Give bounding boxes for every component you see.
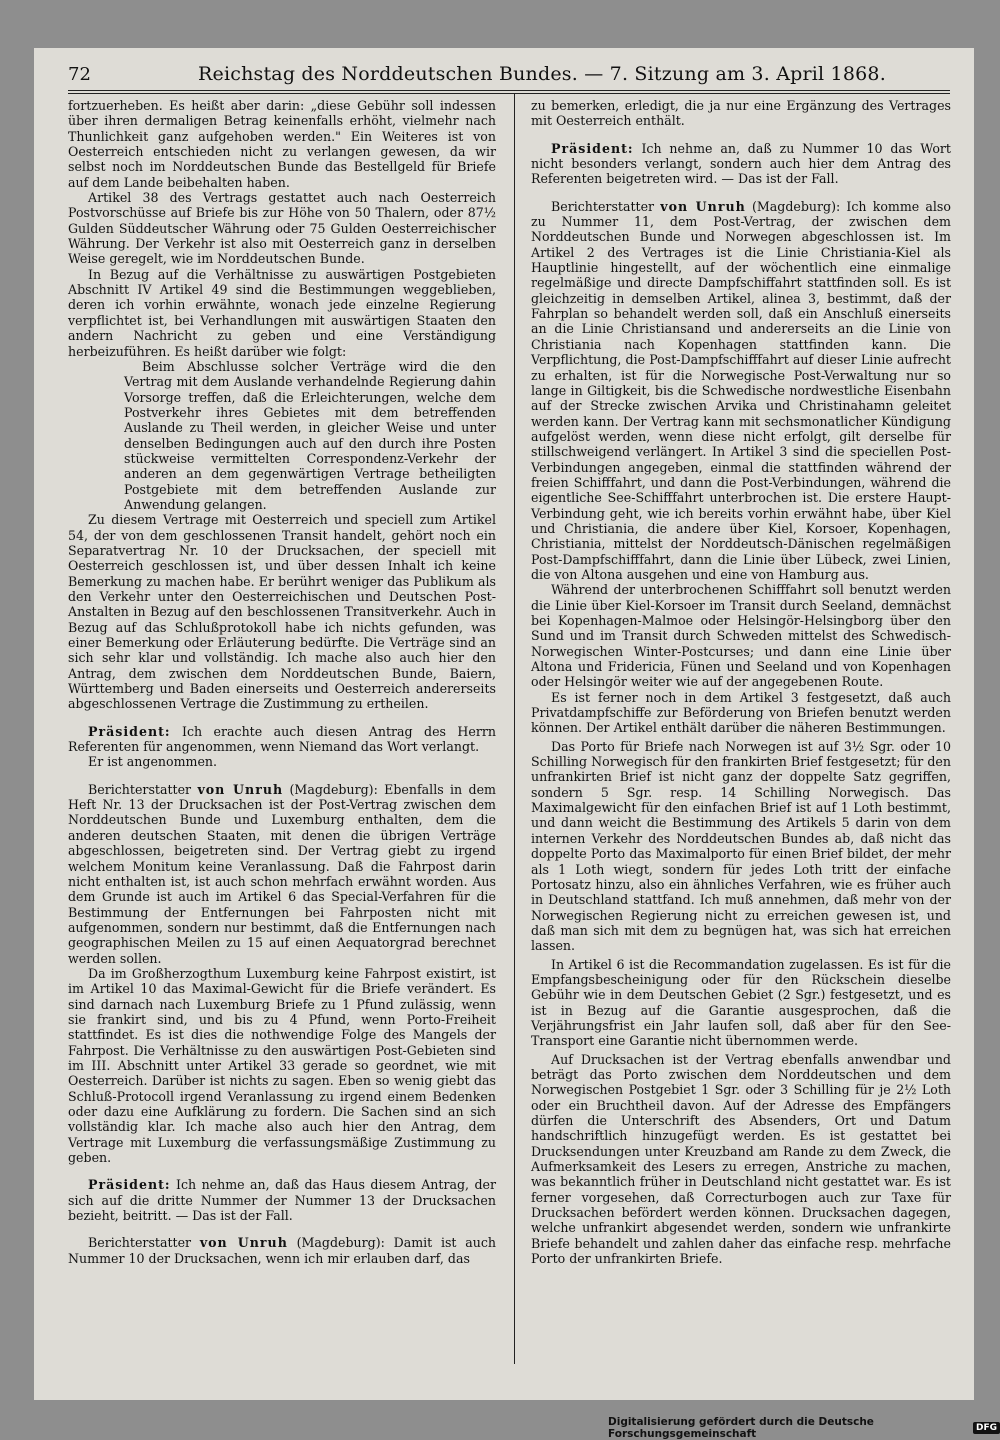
paragraph: Er ist angenommen. (88, 754, 218, 770)
paragraph: Zu diesem Vertrage mit Oesterreich und speciell zum Artikel 54, der von dem geschlossenen Transit handelt, gehört noch ein Separatvertrag Nr. 10 der Drucksachen, der speciell mit Oesterreich geschlossen ist, und über dessen Inhalt ich keine Bemerkung zu machen habe. Er berührt weniger das Publikum als den Verkehr unter den Oesterreichischen und Deutschen Post-Anstalten in Bezug auf den beschlossenen Transitverkehr. Auch in Bezug auf das Schlußprotokoll habe ich nichts gefunden, was einer Bemerkung oder Erläuterung bedürfte. Die Verträge sind an sich sehr klar und vollständig. Ich mache also auch hier den Antrag, dem zwischen dem Norddeutschen Bunde, Baiern, Württemberg und Baden einerseits und Oesterreich andererseits abgeschlossenen Vertrage die Zustimmung zu ertheilen. (68, 512, 496, 712)
paragraph: Das Porto für Briefe nach Norwegen ist auf 3½ Sgr. oder 10 Schilling Norwegisch für den frankirten Brief festgesetzt; für den unfrankirten Brief ist nicht ganz der doppelte Satz gegriffen, sondern 5 Sgr. resp. 14 Schilling Norwegisch. Das Maximalgewicht für den einfachen Brief ist auf 1 Loth bestimmt, und dann weicht die Bestimmung des Artikels 5 darin von dem internen Verkehr des Norddeutschen Bundes ab, daß nicht das doppelte Porto das Maximalporto für einen Brief bildet, der mehr als 1 Loth wiegt, sondern für jedes Loth tritt der einfache Portosatz hinzu, also ein ähnliches Verfahren, wie es früher auch in Deutschland stattfand. Ich muß annehmen, daß mehr von der Norwegischen Regierung nicht zu erreichen gewesen ist, und daß man sich mit dem zu begnügen hat, was sich hat erreichen lassen. (531, 738, 951, 954)
speaker-name: Präsident: (88, 723, 171, 739)
speech-paragraph (68, 1177, 496, 1223)
speech-text: Ich erachte auch diesen Antrag des Herrn Referenten für angenommen, wenn Niemand das Wort verlangt. (68, 723, 496, 755)
dfg-logo-icon: DFG (973, 1422, 1000, 1434)
speaker-name: von Unruh (197, 781, 284, 797)
speech-paragraph (531, 141, 951, 187)
paragraph: Auf Drucksachen ist der Vertrag ebenfalls anwendbar und beträgt das Porto zwischen dem Norddeutschen und dem Norwegischen Postgebiet 1 Sgr. oder 3 Schilling für je 2½ Loth oder ein Bruchtheil davon. Auf der Adresse des Empfängers dürfen die Unterschrift des Absenders, Ort und Datum handschriftlich hinzugefügt werden. Es ist gestattet bei Drucksendungen unter Kreuzband am Rande zu dem Zweck, die Aufmerksamkeit des Lesers zu erregen, Anstriche zu machen, was bekanntlich früher in Deutschland nicht gestattet war. Es ist ferner vorgesehen, daß Correcturbogen auch zur Taxe für Drucksachen befördert werden können. Drucksachen dagegen, welche unfrankirt abgesendet werden, sondern wie unfrankirte Briefe behandelt und zahlen daher das einfache resp. mehrfache Porto der unfrankirten Briefe. (531, 1051, 951, 1267)
column-separator (514, 94, 515, 1364)
page-header (68, 60, 950, 88)
speech-text: Ich nehme an, daß zu Nummer 10 das Wort nicht besonders verlangt, sondern auch hier dem Antrag des Referenten beigetreten wird. — Das ist der Fall. (531, 140, 951, 187)
speech-paragraph (68, 1235, 496, 1266)
speaker-name: Präsident: (88, 1177, 171, 1193)
paragraph: In Bezug auf die Verhältnisse zu auswärtigen Postgebieten Abschnitt IV Artikel 49 sind die Bestimmungen weggeblieben, deren ich vorhin erwähnte, wonach jede einzelne Regierung verpflichtet ist, bei Verhandlungen mit auswärtigen Staaten den andern Nachricht zu geben und eine Verständigung herbeizuführen. Es heißt darüber wie folgt: (68, 266, 496, 359)
digitization-credit (608, 1416, 1000, 1440)
speaker-name: von Unruh (660, 198, 746, 214)
speaker-role: Berichterstatter (88, 781, 192, 797)
speech-text: (Magdeburg): Damit ist auch Nummer 10 der Drucksachen, wenn ich mir erlauben darf, das (68, 1235, 496, 1266)
credit-text: Digitalisierung gefördert durch die Deutsche Forschungsgemeinschaft (608, 1416, 874, 1440)
left-column (68, 98, 496, 1266)
speech-paragraph (531, 199, 951, 583)
running-head: Reichstag des Norddeutschen Bundes. — 7. Sitzung am 3. April 1868. (198, 63, 886, 85)
speech-text: Ich nehme an, daß das Haus diesem Antrag, der sich auf die dritte Nummer der Nummer 13 der Drucksachen bezieht, beitritt. — Das ist der Fall. (68, 1177, 496, 1224)
paragraph: fortzuerheben. Es heißt aber darin: „diese Gebühr soll indessen über ihren dermaligen Betrag keinenfalls erhöht, vielmehr nach Thunlichkeit ganz aufgehoben werden." Ein Weiteres ist von Oesterreich entschieden nicht zu verlangen gewesen, da wir selbst noch im Norddeutschen Bunde das Bestellgeld für Briefe auf dem Lande beibehalten haben. (68, 98, 496, 190)
speaker-role: Berichterstatter (551, 198, 655, 214)
speech-paragraph (68, 782, 496, 966)
quotation: Beim Abschlusse solcher Verträge wird die den Vertrag mit dem Auslande verhandelnde Regierung dahin Vorsorge treffen, daß die Erleichterungen, welche dem Postverkehr ihres Gebietes mit dem betreffenden Auslande zu Theil werden, in gleicher Weise und unter denselben Bedingungen auch auf den durch ihre Posten stückweise vermittelten Correspondenz-Verkehr der anderen an dem gegenwärtigen Vertrage betheiligten Postgebiete mit dem betreffenden Auslande zur Anwendung gelangen. (124, 358, 496, 512)
paragraph: Da im Großherzogthum Luxemburg keine Fahrpost existirt, ist im Artikel 10 das Maximal-Gewicht für die Briefe verändert. Es sind darnach nach Luxemburg Briefe zu 1 Pfund zulässig, wenn sie frankirt sind, und bis zu 4 Pfund, wenn Porto-Freiheit stattfindet. Es ist dies die nothwendige Folge des Mangels der Fahrpost. Die Verhältnisse zu den auswärtigen Post-Gebieten sind im III. Abschnitt unter Artikel 33 gerade so geordnet, wie mit Oesterreich. Darüber ist nichts zu sagen. Eben so wenig giebt das Schluß-Protocoll irgend Veranlassung zu irgend einem Bedenken oder dazu eine Aufklärung zu fordern. Die Sachen sind an sich vollständig klar. Ich mache also auch hier den Antrag, dem Vertrage mit Luxemburg die verfassungsmäßige Zustimmung zu geben. (68, 965, 496, 1166)
paragraph: Während der unterbrochenen Schifffahrt soll benutzt werden die Linie über Kiel-Korsoer im Transit durch Seeland, demnächst bei Kopenhagen-Malmoe oder Helsingör-Helsingborg über den Sund und im Transit durch Schweden mittelst des Schwedisch-Norwegischen Winter-Postcurses; und dann eine Linie über Altona und Fridericia, Fünen und Seeland und von Kopenhagen oder Helsingör weiter wie auf der angegebenen Route. (531, 582, 951, 690)
speech-text: (Magdeburg): Ebenfalls in dem Heft Nr. 13 der Drucksachen ist der Post-Vertrag zwischen dem Norddeutschen Bunde und Luxemburg enthalten, dem die anderen deutschen Staaten, mit denen die übrigen Verträge abgeschlossen, beigetreten sind. Der Vertrag giebt zu irgend welchem Monitum keine Veranlassung. Daß die Fahrpost darin nicht enthalten ist, ist auch schon mehrfach erwähnt worden. Aus dem Grunde ist auch im Artikel 6 das Special-Verfahren für die Bestimmung der Entfernungen bei Fahrposten nicht mit aufgenommen, sondern nur bestimmt, daß die Entfernungen nach geographischen Meilen zu 15 auf einen Aequatorgrad berechnet werden sollen. (68, 781, 496, 966)
document-page (34, 48, 974, 1400)
speech-text: (Magdeburg): Ich komme also zu Nummer 11, dem Post-Vertrag, der zwischen dem Norddeutschen Bunde und Norwegen abgeschlossen ist. Im Artikel 2 des Vertrages ist die Linie Christiania-Kiel als Hauptlinie hingestellt, auf der wöchentlich eine einmalige regelmäßige und directe Dampfschiffahrt stattfinden soll. Es ist gleichzeitig in demselben Artikel, alinea 3, bestimmt, daß der Fahrplan so behandelt werden soll, daß ein Anschluß einerseits an die Linie Christiansand und andererseits an die Linie von Christiania nach Kopenhagen stattfinden kann. Die Verpflichtung, die Post-Dampfschifffahrt auf dieser Linie aufrecht zu erhalten, ist für die Norwegische Post-Verwaltung nur so lange in Giltigkeit, bis die Schwedische nordwestliche Eisenbahn auf der Strecke zwischen Arvika und Christinahamn geleitet werden kann. Der Vertrag kann mit sechsmonatlicher Kündigung aufgelöst werden, wenn diese nicht erfolgt, gilt derselbe für stillschweigend verlängert. In Artikel 3 sind die speciellen Post-Verbindungen angegeben, einmal die stattfinden während der freien Schifffahrt, und dann die Post-Verbindungen, während die eigentliche See-Schifffahrt unterbrochen ist. Die erstere Haupt-Verbindung geht, wie ich bereits vorhin erwähnt habe, über Kiel und Christiania, die andere über Kiel, Korsoer, Kopenhagen, Christiania, mittelst der Norddeutsch-Dänischen regelmäßigen Post-Dampfschifffahrt, dann die Linie über Lübeck, zwei Linien, die von Altona ausgehen und eine von Hamburg aus. (531, 198, 951, 582)
paragraph: In Artikel 6 ist die Recommandation zugelassen. Es ist für die Empfangsbescheinigung oder für den Rückschein dieselbe Gebühr wie in dem Deutschen Gebiet (2 Sgr.) festgesetzt, und es ist in Bezug auf die Garantie ausgesprochen, daß die Verjährungsfrist ein Jahr laufen soll, daß aber für den See-Transport eine Garantie nicht übernommen werde. (531, 956, 951, 1049)
right-column (531, 98, 951, 1266)
speaker-name: von Unruh (199, 1235, 288, 1251)
speaker-role: Berichterstatter (88, 1235, 192, 1251)
header-rule-second (68, 93, 950, 94)
page-number: 72 (68, 64, 91, 85)
header-rule (68, 90, 950, 91)
paragraph: Artikel 38 des Vertrags gestattet auch nach Oesterreich Postvorschüsse auf Briefe bis zur Höhe von 50 Thalern, oder 87½ Gulden Süddeutscher Währung oder 75 Gulden Oesterreichischer Währung. Der Verkehr ist also mit Oesterreich ganz in derselben Weise geregelt, wie im Norddeutschen Bunde. (68, 190, 496, 267)
speech-paragraph (68, 724, 496, 755)
speaker-name: Präsident: (551, 140, 634, 156)
paragraph: zu bemerken, erledigt, die ja nur eine Ergänzung des Vertrages mit Oesterreich enthält. (531, 98, 951, 129)
paragraph: Es ist ferner noch in dem Artikel 3 festgesetzt, daß auch Privatdampfschiffe zur Beförderung von Briefen benutzt werden können. Der Artikel enthält darüber die näheren Bestimmungen. (531, 689, 951, 736)
